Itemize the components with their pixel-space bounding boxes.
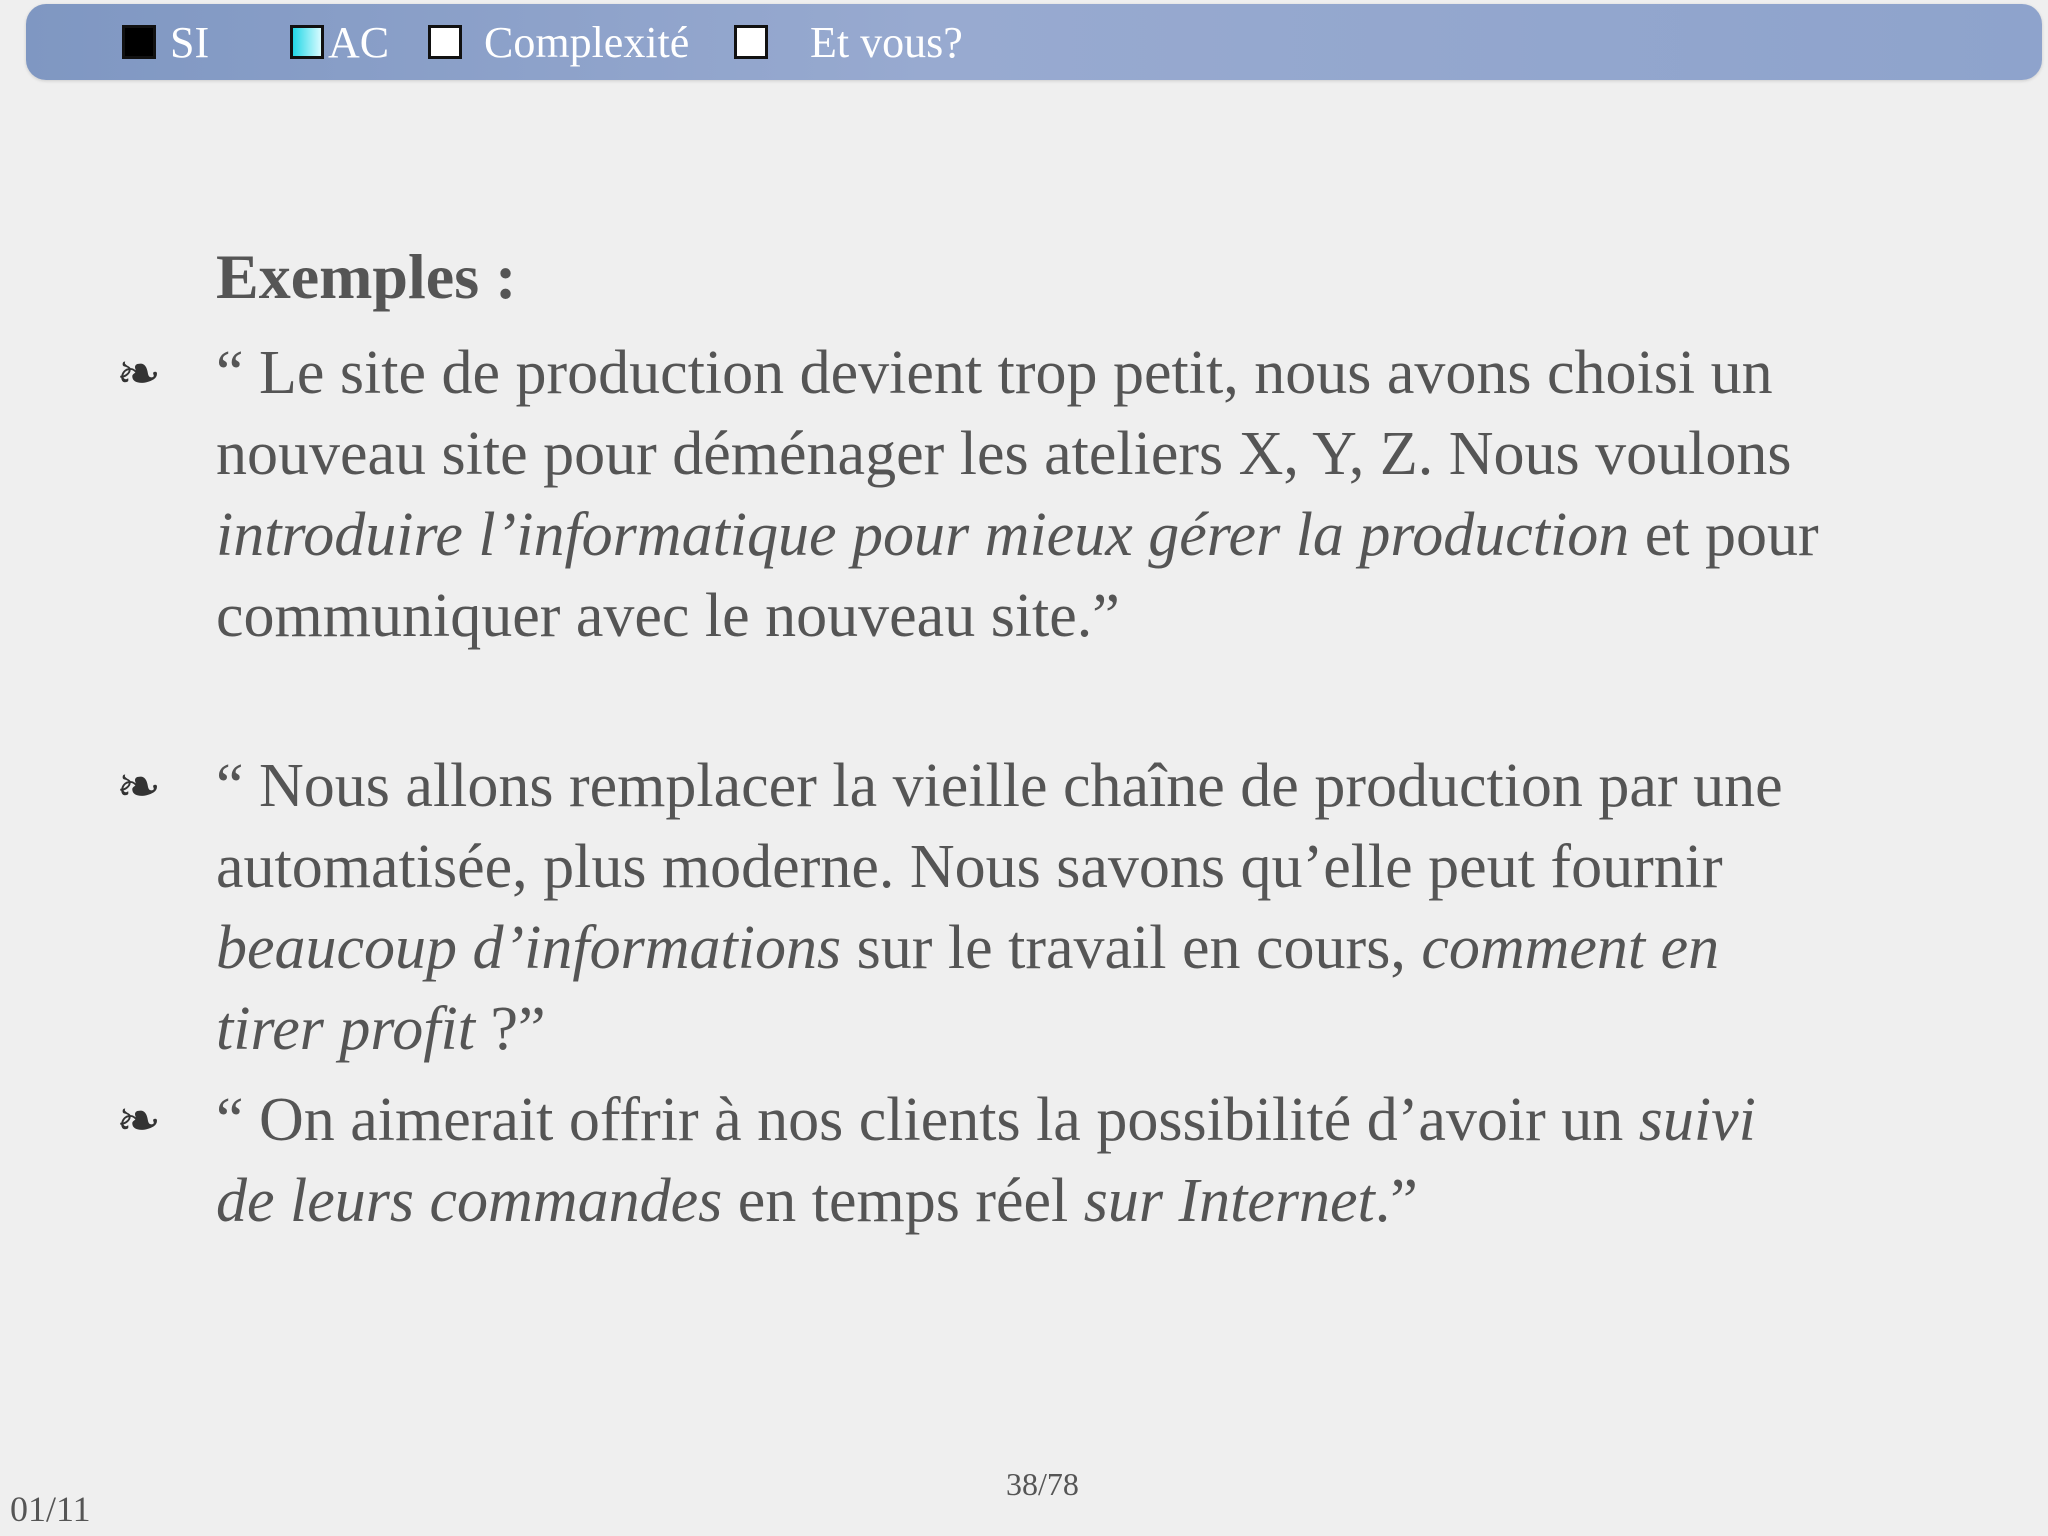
nav-item-ac[interactable] bbox=[290, 4, 389, 80]
section-checkbox-icon bbox=[428, 25, 462, 59]
section-checkbox-icon bbox=[122, 25, 156, 59]
nav-item-et-vous[interactable] bbox=[734, 4, 963, 80]
bullet-item bbox=[116, 1080, 1826, 1242]
text-segment: ?” bbox=[474, 995, 546, 1063]
nav-label: Et vous? bbox=[810, 17, 963, 67]
emphasis-text: beaucoup d’informations bbox=[216, 914, 842, 982]
section-checkbox-icon bbox=[290, 25, 324, 59]
nav-label: AC bbox=[328, 17, 390, 67]
bullet-text bbox=[216, 339, 1819, 650]
text-segment: .” bbox=[1374, 1167, 1418, 1235]
fleuron-bullet-icon: ❧ bbox=[116, 755, 162, 818]
emphasis-text: sur Internet bbox=[1083, 1167, 1375, 1235]
nav-item-si[interactable] bbox=[122, 4, 209, 80]
bullet-text bbox=[216, 752, 1783, 1063]
text-segment: “ On aimerait offrir à nos clients la possibilité d’avoir un bbox=[216, 1086, 1639, 1154]
emphasis-text: comment en tirer profit bbox=[216, 914, 1720, 1063]
text-segment: “ Le site de production devient trop petit, nous avons choisi un nouveau site pour déménager les ateliers X, Y, Z. Nous voulons bbox=[216, 339, 1792, 488]
emphasis-text: suivi de leurs commandes bbox=[216, 1086, 1756, 1235]
text-segment: et pour communiquer avec le nouveau site.” bbox=[216, 501, 1819, 650]
emphasis-text: introduire l’informatique pour mieux gérer la production bbox=[216, 501, 1630, 569]
section-checkbox-icon bbox=[734, 25, 768, 59]
nav-label: SI bbox=[170, 17, 210, 67]
footer-date: 01/11 bbox=[10, 1489, 91, 1529]
section-navigation-bar bbox=[26, 4, 2042, 80]
bullet-item bbox=[116, 746, 1826, 1070]
nav-item-complexite[interactable] bbox=[428, 4, 689, 80]
bullet-text bbox=[216, 1086, 1756, 1235]
slide-heading: Exemples : bbox=[216, 241, 517, 312]
fleuron-bullet-icon: ❧ bbox=[116, 1089, 162, 1152]
text-segment: “ Nous allons remplacer la vieille chaîne de production par une automatisée, plus moderne. Nous savons qu’elle peut fournir bbox=[216, 752, 1783, 901]
fleuron-bullet-icon: ❧ bbox=[116, 342, 162, 405]
text-segment: sur le travail en cours, bbox=[841, 914, 1422, 982]
page-number: 38/78 bbox=[1006, 1466, 1079, 1502]
text-segment: en temps réel bbox=[722, 1167, 1084, 1235]
nav-label: Complexité bbox=[484, 17, 690, 67]
bullet-item bbox=[116, 333, 1826, 657]
